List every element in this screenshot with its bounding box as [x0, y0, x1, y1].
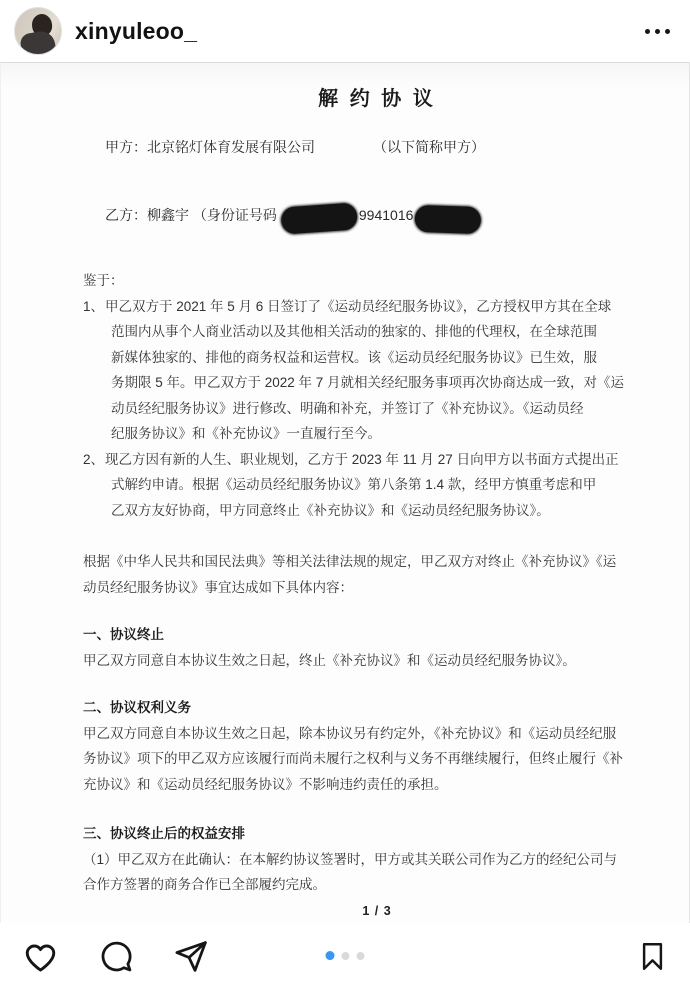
dot — [645, 29, 650, 34]
doc-line: 动员经纪服务协议》事宜达成如下具体内容： — [83, 579, 353, 595]
bookmark-icon — [637, 941, 668, 972]
doc-line: 乙双方友好协商，甲方同意终止《补充协议》和《运动员经纪服务协议》。 — [111, 502, 550, 518]
redaction-block — [280, 202, 358, 234]
comment-icon — [99, 939, 134, 974]
doc-line: 范围内从事个人商业活动以及其他相关活动的独家的、排他的代理权，在全球范围 — [111, 324, 597, 339]
doc-line: 充协议》和《运动员经纪服务协议》不影响违约责任的承担。 — [83, 776, 448, 792]
doc-line: 纪服务协议》和《补充协议》一直履行至今。 — [111, 426, 381, 441]
carousel-dot — [357, 952, 365, 960]
carousel-dot — [342, 952, 350, 960]
page-indicator: 1 / 3 — [362, 903, 392, 918]
section-heading: 一、协议终止 — [83, 627, 164, 642]
document-title: 解 约 协 议 — [318, 88, 436, 110]
comment-button[interactable] — [99, 939, 134, 974]
post-media-document — [0, 62, 690, 923]
share-icon — [174, 939, 209, 974]
save-button[interactable] — [637, 941, 668, 972]
like-button[interactable] — [22, 938, 59, 975]
doc-line-text: 甲乙双方于 2021 年 5 月 6 日签订了《运动员经纪服务协议》，乙方授权甲方其在全球 — [105, 298, 612, 314]
post-header — [0, 0, 690, 62]
doc-line: 根据《中华人民共和国民法典》等相关法律法规的规定，甲乙双方对终止《补充协议》《运 — [83, 554, 617, 569]
whereas-label: 鉴于： — [83, 273, 124, 288]
section-heading: 二、协议权利义务 — [83, 700, 191, 715]
doc-line: 务协议》项下的甲乙双方应该履行而尚未履行之权利与义务不再继续履行，但终止履行《补 — [83, 751, 623, 766]
doc-line: 动员经纪服务协议》进行修改、明确和补充，并签订了《补充协议》。《运动员经 — [111, 400, 584, 416]
left-actions — [22, 938, 209, 975]
doc-line: （1）甲乙双方在此确认：在本解约协议签署时，甲方或其关联公司作为乙方的经纪公司与 — [83, 851, 618, 867]
action-bar — [0, 924, 690, 988]
party-b-line — [105, 200, 641, 230]
party-b-prefix: 乙方：柳鑫宇 （身份证号码 — [105, 207, 277, 223]
doc-line: 务期限 5 年。甲乙双方于 2022 年 7 月就相关经纪服务事项再次协商达成一致，对《运 — [111, 375, 625, 390]
list-number: 2、 — [83, 451, 105, 467]
dot — [655, 29, 660, 34]
party-a-name: 甲方：北京铭灯体育发展有限公司 — [105, 139, 315, 155]
username[interactable]: xinyuleoo_ — [75, 17, 198, 44]
party-a-line — [105, 137, 641, 158]
party-a-alias: （以下简称甲方） — [373, 139, 485, 155]
heart-icon — [22, 938, 59, 975]
avatar[interactable] — [14, 7, 62, 55]
doc-line: 甲乙双方同意自本协议生效之日起，除本协议另有约定外，《补充协议》和《运动员经纪服 — [83, 725, 617, 741]
list-number: 1、 — [83, 298, 105, 314]
carousel-dot-active — [326, 951, 335, 960]
doc-line: 合作方签署的商务合作已全部履约完成。 — [83, 877, 326, 892]
doc-line — [83, 294, 641, 320]
more-options-icon[interactable] — [643, 23, 672, 40]
doc-line: 甲乙双方同意自本协议生效之日起，终止《补充协议》和《运动员经纪服务协议》。 — [83, 652, 576, 668]
doc-line-text: 现乙方因有新的人生、职业规划，乙方于 2023 年 11 月 27 日向甲方以书面方式提出正 — [105, 451, 619, 467]
dot — [665, 29, 670, 34]
document-body — [83, 268, 641, 898]
avatar-figure-body — [19, 29, 57, 55]
party-b-visible-digits: 9941016 — [358, 207, 414, 223]
share-button[interactable] — [174, 939, 209, 974]
doc-line: 式解约申请。根据《运动员经纪服务协议》第八条第 1.4 款，经甲方慎重考虑和甲 — [111, 477, 597, 492]
section-heading: 三、协议终止后的权益安排 — [83, 826, 245, 841]
doc-line: 新媒体独家的、排他的商务权益和运营权。该《运动员经纪服务协议》已生效，服 — [111, 349, 597, 365]
carousel-dots — [326, 951, 365, 960]
doc-line — [83, 447, 641, 473]
redaction-block — [415, 204, 482, 233]
